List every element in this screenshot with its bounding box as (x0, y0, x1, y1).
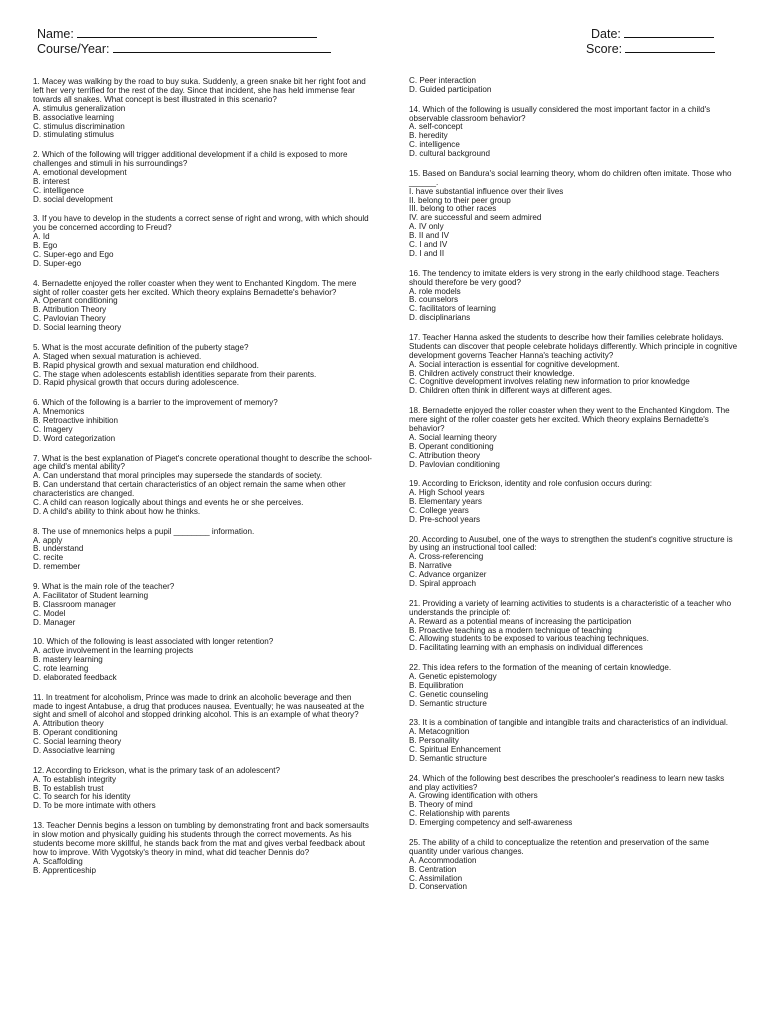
answer-option: B. associative learning (33, 112, 114, 122)
answer-option: D. Guided participation (409, 84, 492, 94)
course-year-blank-line[interactable] (113, 40, 331, 53)
question-text: 6. Which of the following is a barrier to the improvement of memory? (33, 398, 278, 408)
answer-option: D. Children often think in different ways at different ages. (409, 386, 613, 396)
question-item (33, 583, 373, 628)
answer-option: A. Accommodation (409, 855, 477, 865)
question-text: 7. What is the best explanation of Piaget's concrete operational thought to describe the school-age child's mental ability? (33, 453, 372, 472)
answer-option: D. Facilitating learning with an emphasis on individual differences (409, 643, 643, 653)
question-item (33, 638, 373, 683)
question-item (409, 839, 739, 892)
question-text: 22. This idea refers to the formation of the meaning of certain knowledge. (409, 663, 672, 673)
question-text: 15. Based on Bandura's social learning theory, whom do children often imitate. Those who ______. (409, 168, 734, 187)
answer-option: B. Ego (33, 241, 58, 251)
answer-option: A. role models (409, 286, 461, 296)
answer-option: A. Genetic epistemology (409, 671, 497, 681)
answer-option: D. social development (33, 194, 113, 204)
question-text: 23. It is a combination of tangible and intangible traits and characteristics of an individual. (409, 718, 728, 728)
answer-option: II. belong to their peer group (409, 195, 511, 205)
answer-option: C. Super-ego and Ego (33, 250, 114, 259)
question-item (409, 775, 739, 828)
answer-option: B. Proactive teaching as a modern technique of teaching (409, 625, 612, 635)
question-item (33, 280, 373, 333)
question-text: 13. Teacher Dennis begins a lesson on tumbling by demonstrating front and back somersaults in slow motion and physically guiding his students through the correct movements. As his students become more skillful, he stands back from the mat and gives verbal feedback about how to improve. With Vygotsky's theory in mind, what did teacher Dennis do? (33, 821, 372, 857)
question-text: 17. Teacher Hanna asked the students to describe how their families celebrate holidays. Students can discover that people celebrate holidays differently. Which principle in cognitive development governs Teacher Hanna's teaching activity? (409, 332, 740, 360)
answer-option: B. counselors (409, 295, 459, 305)
score-label: Score: (586, 42, 623, 56)
name-blank-line[interactable] (77, 25, 317, 38)
answer-option: A. Id (33, 232, 50, 242)
answer-option: D. Conservation (409, 882, 468, 892)
answer-option: C. Imagery (33, 424, 73, 434)
answer-option: C. stimulus discrimination (33, 121, 125, 131)
answer-option: D. To be more intimate with others (33, 801, 156, 811)
answer-option: A. Attribution theory (33, 719, 104, 729)
answer-option: D. Semantic structure (409, 753, 487, 763)
question-item (409, 106, 739, 159)
answer-option: C. I and IV (409, 240, 448, 250)
question-item (409, 480, 739, 525)
answer-option: A. Staged when sexual maturation is achieved. (33, 351, 202, 361)
answer-option: A. Cross-referencing (409, 552, 484, 562)
answer-option: D. stimulating stimulus (33, 130, 114, 140)
answer-option: A. IV only (409, 222, 444, 232)
question-text: 3. If you have to develop in the students a correct sense of right and wrong, with which should you be concerned according to Freud? (33, 214, 371, 233)
answer-option: D. elaborated feedback (33, 672, 117, 682)
question-item (409, 170, 739, 259)
date-label: Date: (591, 27, 621, 41)
name-label: Name: (37, 27, 74, 41)
answer-option: C. Cognitive development involves relating new information to prior knowledge (409, 377, 690, 387)
answer-option: A. Mnemonics (33, 407, 85, 417)
answer-option: B. interest (33, 176, 70, 186)
question-text: 19. According to Erickson, identity and role confusion occurs during: (409, 479, 652, 489)
answer-option: C. intelligence (33, 185, 84, 195)
question-item (409, 77, 739, 95)
question-text: 21. Providing a variety of learning activities to students is a characteristic of a teacher who understands the principle of: (409, 598, 734, 617)
answer-option: C. A child can reason logically about things and events he or she perceives. (33, 498, 304, 508)
answer-option: B. Operant conditioning (409, 441, 494, 451)
question-text: 8. The use of mnemonics helps a pupil ________ information. (33, 526, 255, 536)
answer-option: B. Personality (409, 736, 459, 746)
answer-option: A. Social learning theory (409, 432, 497, 442)
answer-option: D. Pavlovian conditioning (409, 459, 500, 469)
answer-option: C. Assimilation (409, 873, 463, 883)
question-item (33, 151, 373, 204)
answer-option: C. intelligence (409, 140, 460, 150)
answer-option: D. Super-ego (33, 258, 82, 268)
answer-option: A. Growing identification with others (409, 791, 538, 801)
answer-option: C. Peer interaction (409, 76, 477, 85)
answer-option: C. recite (33, 553, 64, 563)
answer-option: D. Social learning theory (33, 323, 122, 333)
answer-option: B. Children actively construct their knowledge. (409, 368, 575, 378)
answer-option: B. Can understand that certain characteristics of an object remain the same when other characteristics are changed. (33, 480, 348, 499)
question-item (33, 528, 373, 573)
question-text: 12. According to Erickson, what is the primary task of an adolescent? (33, 765, 280, 775)
answer-option: A. Facilitator of Student learning (33, 590, 149, 600)
answer-option: B. Rapid physical growth and sexual maturation end childhood. (33, 360, 259, 370)
answer-option: D. Manager (33, 617, 76, 627)
question-text: 14. Which of the following is usually considered the most important factor in a child's observable classroom behavior? (409, 104, 713, 123)
answer-option: A. apply (33, 535, 63, 545)
question-item (33, 344, 373, 389)
answer-option: D. Spiral approach (409, 579, 477, 589)
answer-option: C. Attribution theory (409, 450, 481, 460)
right-question-column (409, 77, 739, 903)
answer-option: C. Genetic counseling (409, 689, 489, 699)
question-text: 10. Which of the following is least associated with longer retention? (33, 637, 274, 647)
answer-option: C. facilitators of learning (409, 304, 496, 314)
answer-option: A. Scaffolding (33, 856, 83, 866)
question-text: 1. Macey was walking by the road to buy suka. Suddenly, a green snake bit her right foot and left her very terrified for the rest of the day. Since that incident, she has held immense fear towards all snakes. What concept is best illustrated in this scenario? (33, 77, 369, 104)
answer-option: III. belong to other races (409, 204, 497, 214)
answer-option: D. I and II (409, 249, 445, 258)
answer-option: A. active involvement in the learning projects (33, 646, 194, 656)
question-item (33, 399, 373, 444)
answer-option: B. Apprenticeship (33, 865, 96, 875)
question-item (409, 664, 739, 709)
question-item (409, 536, 739, 589)
answer-option: A. Can understand that moral principles may supersede the standards of society. (33, 471, 323, 481)
answer-option: B. To establish trust (33, 783, 104, 793)
answer-option: C. To search for his identity (33, 792, 131, 802)
answer-option: A. emotional development (33, 167, 127, 177)
answer-option: D. disciplinarians (409, 313, 471, 323)
answer-option: C. Spiritual Enhancement (409, 745, 501, 755)
question-text: 24. Which of the following best describes the preschooler's readiness to learn new tasks and play activities? (409, 773, 727, 792)
answer-option: A. Metacognition (409, 727, 470, 737)
answer-option: A. To establish integrity (33, 774, 117, 784)
left-question-column (33, 78, 373, 886)
answer-option: A. stimulus generalization (33, 103, 126, 113)
answer-option: D. Emerging competency and self-awareness (409, 818, 573, 828)
answer-option: C. Advance organizer (409, 570, 487, 580)
answer-option: A. self-concept (409, 122, 463, 132)
answer-option: C. Allowing students to be exposed to various teaching techniques. (409, 634, 649, 644)
answer-option: B. understand (33, 544, 84, 554)
answer-option: A. Social interaction is essential for cognitive development. (409, 359, 620, 369)
answer-option: C. College years (409, 505, 469, 515)
answer-option: B. Classroom manager (33, 599, 116, 609)
date-blank-line[interactable] (624, 25, 714, 38)
answer-option: B. mastery learning (33, 655, 103, 665)
question-item (409, 270, 739, 323)
question-text: 18. Bernadette enjoyed the roller coaster when they went to the Enchanted Kingdom. The mere sight of the roller coaster gets her excited. Which theory explains Bernadette's behavior? (409, 406, 732, 433)
answer-option: C. Model (33, 608, 66, 618)
answer-option: D. A child's ability to think about how he thinks. (33, 506, 201, 516)
question-item (409, 407, 739, 469)
answer-option: B. Elementary years (409, 497, 482, 507)
answer-option: A. Operant conditioning (33, 296, 118, 306)
answer-option: C. rote learning (33, 664, 89, 674)
answer-option: D. cultural background (409, 149, 490, 159)
answer-option: B. Attribution Theory (33, 305, 107, 315)
question-item (409, 600, 739, 653)
answer-option: C. Pavlovian Theory (33, 314, 106, 324)
course-year-field[interactable] (37, 40, 331, 57)
answer-option: B. Narrative (409, 561, 452, 571)
answer-option: C. Relationship with parents (409, 809, 510, 819)
question-text: 4. Bernadette enjoyed the roller coaster when they went to Enchanted Kingdom. The mere sight of roller coaster gets her excited. Which theory explains Bernadette's behavior? (33, 278, 359, 297)
answer-option: C. The stage when adolescents establish identities separate from their parents. (33, 369, 317, 379)
question-item (409, 719, 739, 764)
score-field[interactable] (586, 40, 715, 57)
answer-option: B. Centration (409, 864, 457, 874)
answer-option: D. Word categorization (33, 433, 116, 443)
question-item (33, 455, 373, 517)
answer-option: B. II and IV (409, 231, 450, 241)
question-text: 20. According to Ausubel, one of the ways to strengthen the student's cognitive structure is by using an instructional tool called: (409, 534, 735, 553)
question-text: 25. The ability of a child to conceptualize the retention and preservation of the same quantity under various changes. (409, 837, 712, 856)
question-text: 2. Which of the following will trigger additional development if a child is exposed to more challenges and stimuli in his surroundings? (33, 150, 350, 169)
course-year-label: Course/Year: (37, 42, 110, 56)
answer-option: D. Rapid physical growth that occurs during adolescence. (33, 378, 240, 388)
answer-option: A. Reward as a potential means of increasing the participation (409, 616, 632, 626)
question-item (33, 78, 373, 140)
question-item (33, 767, 373, 812)
answer-option: A. High School years (409, 488, 485, 498)
question-item (33, 694, 373, 756)
question-text: 5. What is the most accurate definition of the puberty stage? (33, 342, 249, 352)
question-item (33, 822, 373, 875)
answer-option: I. have substantial influence over their lives (409, 186, 564, 196)
question-text: 9. What is the main role of the teacher? (33, 581, 175, 591)
score-blank-line[interactable] (625, 40, 715, 53)
answer-option: B. Retroactive inhibition (33, 415, 119, 425)
answer-option: C. Social learning theory (33, 737, 122, 747)
answer-option: D. Pre-school years (409, 514, 481, 524)
answer-option: D. Semantic structure (409, 698, 487, 708)
answer-option: B. Operant conditioning (33, 728, 118, 738)
answer-option: D. remember (33, 562, 81, 572)
question-text: 11. In treatment for alcoholism, Prince was made to drink an alcoholic beverage and then made to ingest Antabuse, a drug that produces nausea. Eventually; he was nauseated at the sight and smell of alcohol and stopped drinking alcohol. This is an example of what theory? (33, 692, 367, 720)
answer-option: IV. are successful and seem admired (409, 213, 542, 223)
question-text: 16. The tendency to imitate elders is very strong in the early childhood stage. Teachers should therefore be very good? (409, 268, 722, 287)
answer-option: B. Equilibration (409, 680, 464, 690)
question-item (409, 334, 739, 396)
answer-option: D. Associative learning (33, 746, 115, 756)
answer-option: B. heredity (409, 131, 448, 141)
question-item (33, 215, 373, 268)
answer-option: B. Theory of mind (409, 800, 473, 810)
